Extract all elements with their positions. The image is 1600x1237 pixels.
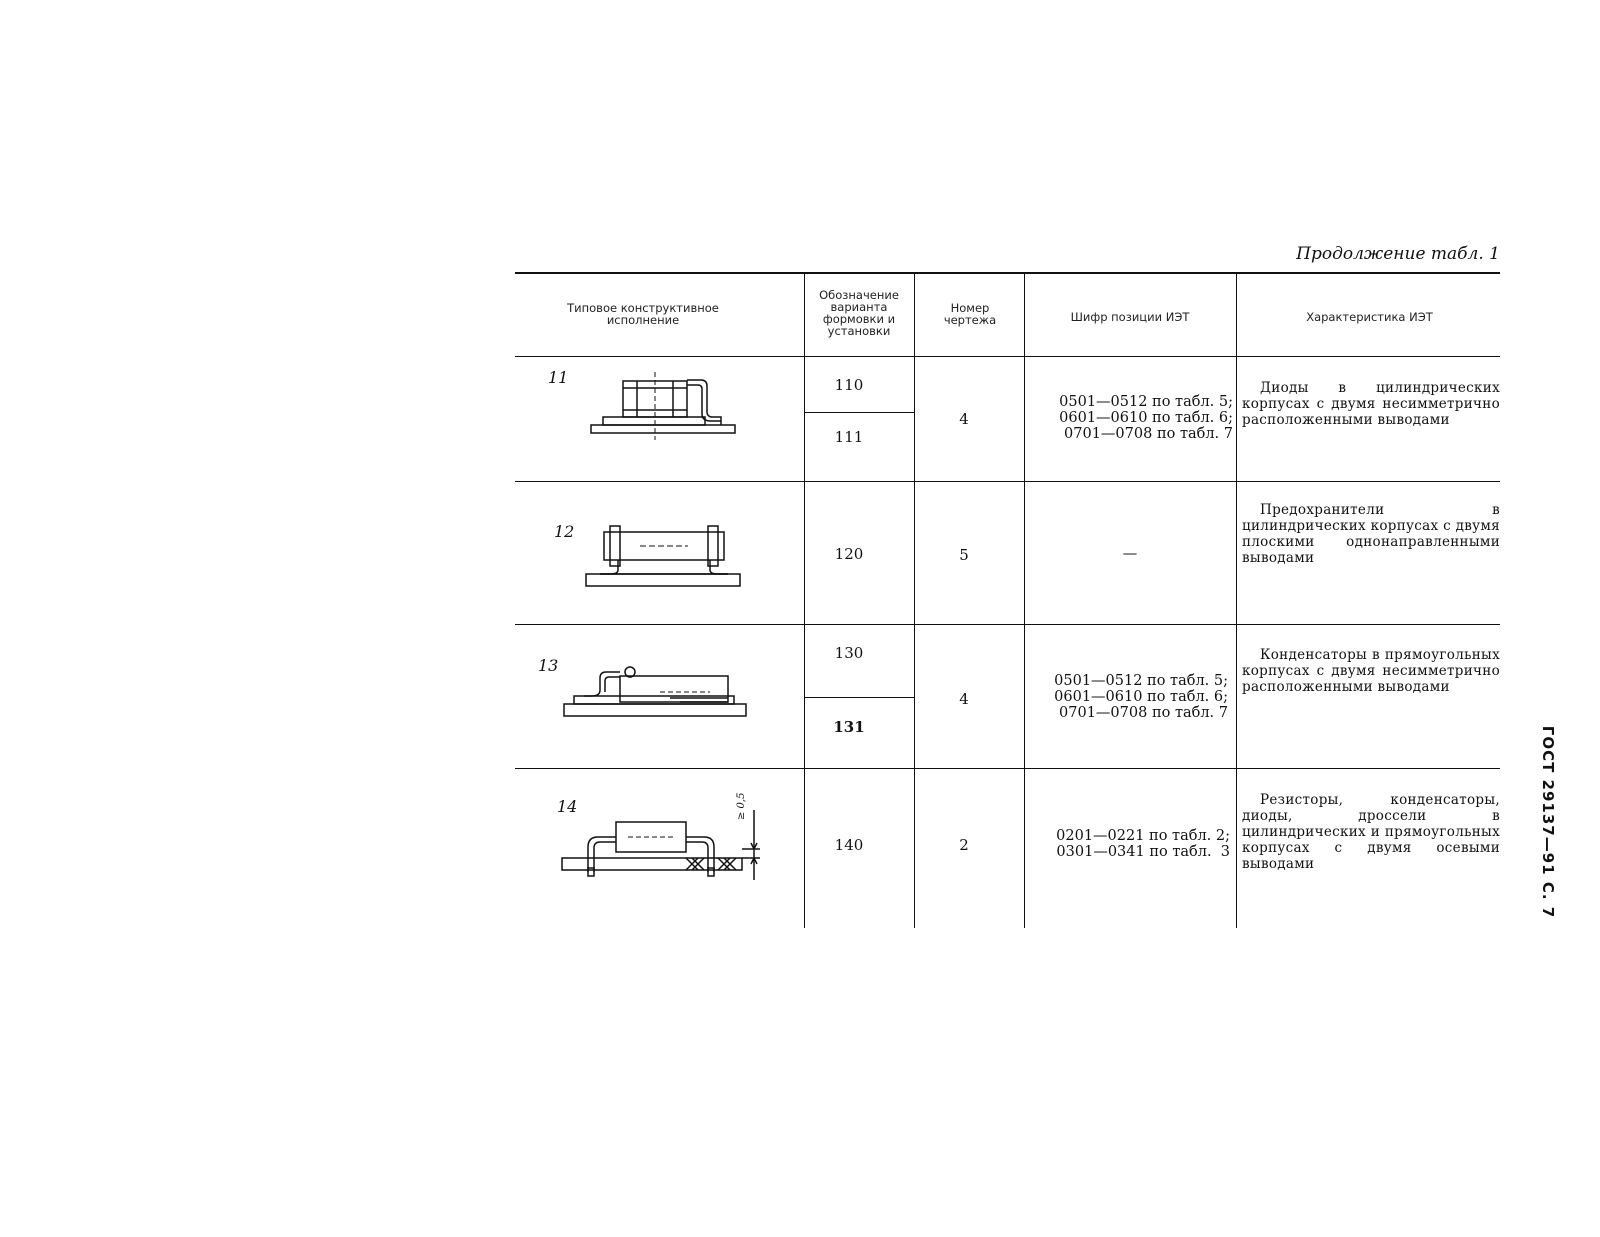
header-bottom-rule — [515, 356, 1500, 357]
column-rule — [1236, 274, 1237, 928]
column-rule — [1024, 274, 1025, 928]
variant-number: 131 — [833, 718, 865, 736]
component-drawing — [585, 370, 745, 445]
variant-divider — [804, 697, 914, 698]
component-characteristic: Предохранители в цилиндрических корпусах с двумя плоскими однонаправленными выводами — [1242, 502, 1500, 566]
position-codes: 0201—0221 по табл. 2; 0301—0341 по табл. 3 — [1056, 828, 1230, 860]
component-characteristic: Конденсаторы в прямоугольных корпусах с двумя несимметрично расположенными выводами — [1242, 647, 1500, 695]
component-characteristic: Диоды в цилиндрических корпусах с двумя несимметрично расположенными выводами — [1242, 380, 1500, 428]
table-top-rule — [515, 272, 1500, 274]
drawing-number: 5 — [959, 546, 969, 564]
header-design: Типовое конструктивное исполнение — [567, 301, 719, 327]
drawing-number: 4 — [959, 410, 969, 428]
position-codes: 0501—0512 по табл. 5; 0601—0610 по табл. 6; 0701—0708 по табл. 7 — [1054, 673, 1228, 721]
header-characteristic: Характеристика ИЭТ — [1306, 310, 1433, 324]
variant-number: 120 — [834, 545, 864, 563]
document-code: ГОСТ 29137—91 С. 7 — [1539, 725, 1557, 919]
header-variant: Обозначение варианта формовки и установки — [819, 288, 899, 338]
dimension-note: ≥ 0,5 — [736, 792, 747, 820]
drawing-number: 2 — [959, 836, 969, 854]
variant-number: 130 — [834, 644, 864, 662]
table-continuation-label: Продолжение табл. 1 — [1296, 244, 1500, 264]
variant-number: 111 — [834, 428, 864, 446]
row-rule — [515, 624, 1500, 625]
variant-divider — [804, 412, 914, 413]
figure-number: 14 — [557, 797, 578, 816]
row-rule — [515, 481, 1500, 482]
figure-number: 13 — [538, 656, 559, 675]
position-codes: — — [1122, 546, 1138, 562]
figure-number: 11 — [548, 368, 569, 387]
variant-number: 140 — [834, 836, 864, 854]
component-drawing — [560, 664, 750, 728]
position-codes: 0501—0512 по табл. 5; 0601—0610 по табл. 6; 0701—0708 по табл. 7 — [1059, 394, 1233, 442]
row-rule — [515, 768, 1500, 769]
header-drawing: Номер чертежа — [943, 301, 997, 327]
drawing-number: 4 — [959, 690, 969, 708]
header-code: Шифр позиции ИЭТ — [1070, 310, 1190, 324]
component-characteristic: Резисторы, конденсаторы, диоды, дроссели в цилиндрических и прямоугольных корпусах с двумя осевыми выводами — [1242, 792, 1500, 872]
variant-number: 110 — [834, 376, 864, 394]
column-rule — [914, 274, 915, 928]
component-drawing — [580, 522, 750, 592]
column-rule — [804, 274, 805, 928]
figure-number: 12 — [554, 522, 575, 541]
